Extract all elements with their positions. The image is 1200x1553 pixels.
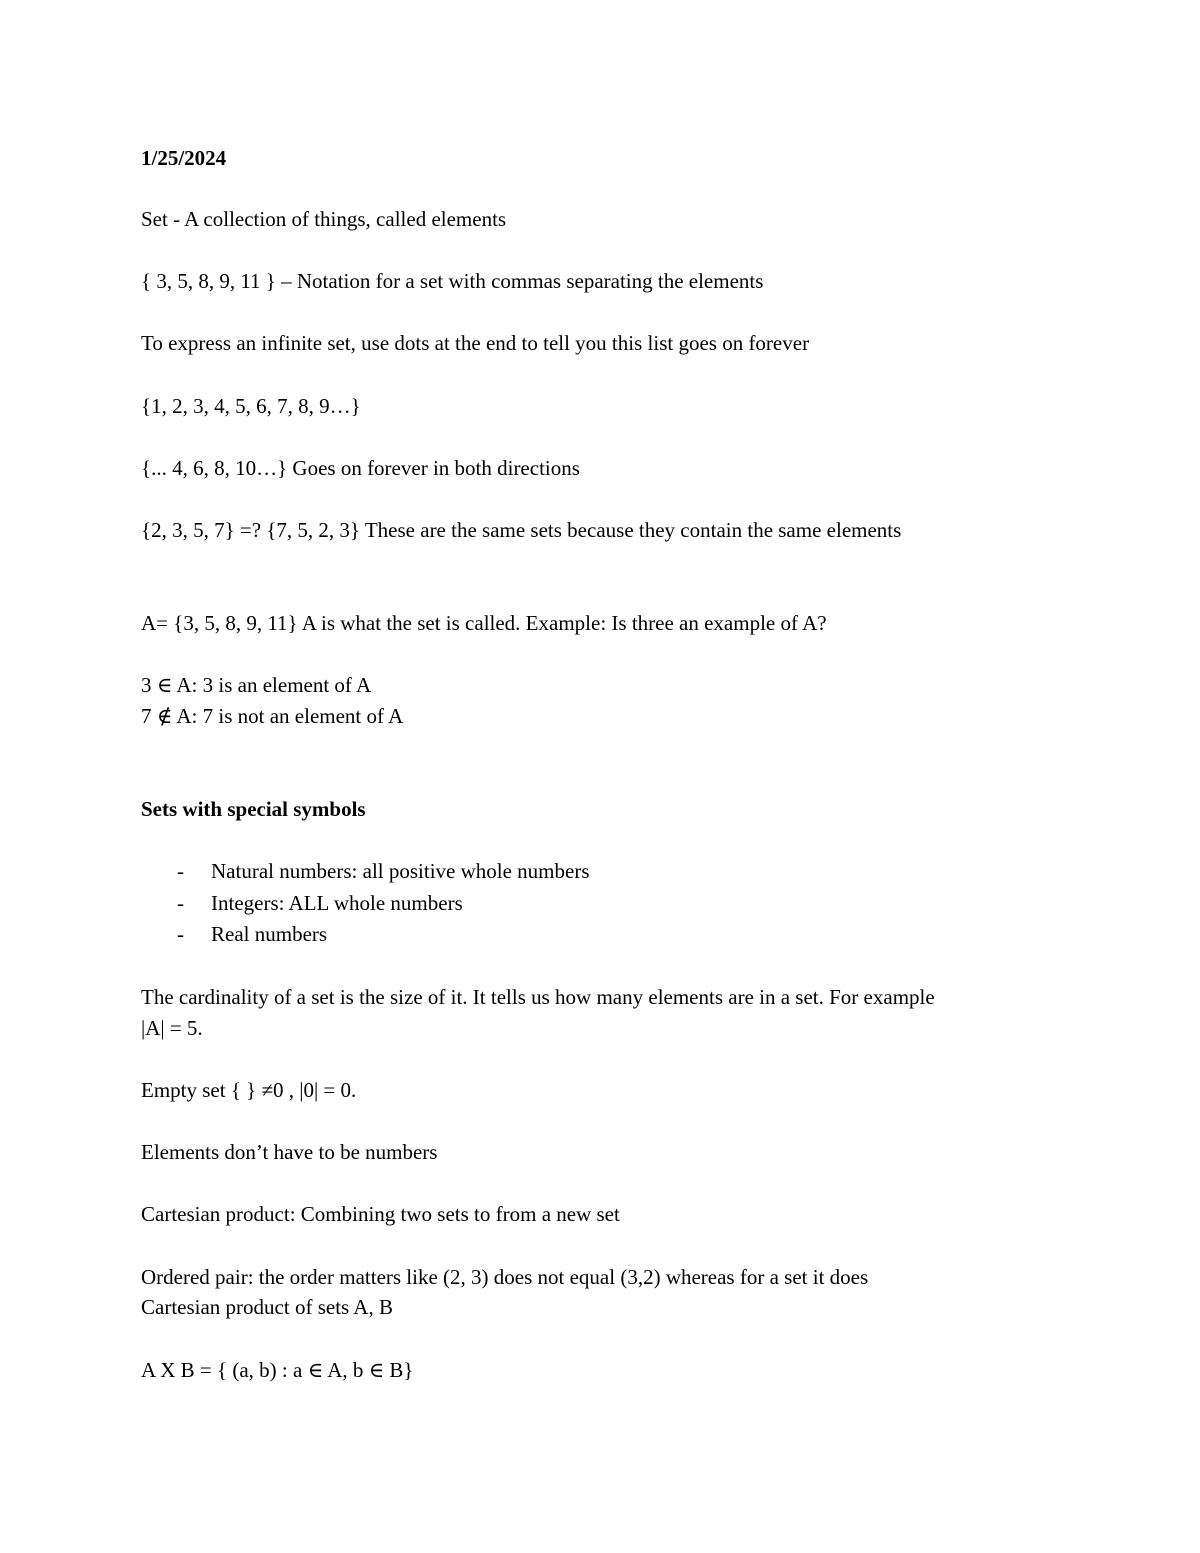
cartesian-product: Cartesian product: Combining two sets to from a new set bbox=[141, 1202, 620, 1226]
infinite-example-2: {... 4, 6, 8, 10…} Goes on forever in both directions bbox=[141, 456, 580, 480]
named-set: A= {3, 5, 8, 9, 11} A is what the set is called. Example: Is three an example of A? bbox=[141, 611, 827, 635]
not-element-of: 7 ∉ A: 7 is not an element of A bbox=[141, 704, 404, 728]
special-symbols-heading: Sets with special symbols bbox=[141, 797, 366, 821]
infinite-example-1: {1, 2, 3, 4, 5, 6, 7, 8, 9…} bbox=[141, 394, 361, 418]
ordered-pair: Ordered pair: the order matters like (2, 3) does not equal (3,2) whereas for a set it does bbox=[141, 1265, 869, 1289]
cardinality-line-1: The cardinality of a set is the size of it. It tells us how many elements are in a set. For example bbox=[141, 985, 935, 1009]
cardinality-line-2: |A| = 5. bbox=[141, 1016, 203, 1040]
set-notation: { 3, 5, 8, 9, 11 } – Notation for a set with commas separating the elements bbox=[141, 269, 764, 293]
element-of: 3 ∈ A: 3 is an element of A bbox=[141, 673, 372, 697]
date-heading: 1/25/2024 bbox=[141, 146, 227, 170]
list-item-text: Integers: ALL whole numbers bbox=[211, 891, 463, 915]
bullet-marker: - bbox=[177, 859, 184, 883]
cartesian-of-sets: Cartesian product of sets A, B bbox=[141, 1295, 393, 1319]
equal-sets: {2, 3, 5, 7} =? {7, 5, 2, 3} These are the same sets because they contain the same elements bbox=[141, 518, 902, 542]
list-item-text: Natural numbers: all positive whole numbers bbox=[211, 859, 590, 883]
set-definition: Set - A collection of things, called elements bbox=[141, 207, 507, 231]
cartesian-formula: A X B = { (a, b) : a ∈ A, b ∈ B} bbox=[141, 1358, 414, 1382]
empty-set: Empty set { } ≠0 , |0| = 0. bbox=[141, 1078, 357, 1102]
infinite-set-intro: To express an infinite set, use dots at the end to tell you this list goes on forever bbox=[141, 331, 810, 355]
list-item-text: Real numbers bbox=[211, 922, 328, 946]
bullet-marker: - bbox=[177, 891, 184, 915]
elements-note: Elements don’t have to be numbers bbox=[141, 1140, 438, 1164]
bullet-marker: - bbox=[177, 922, 184, 946]
